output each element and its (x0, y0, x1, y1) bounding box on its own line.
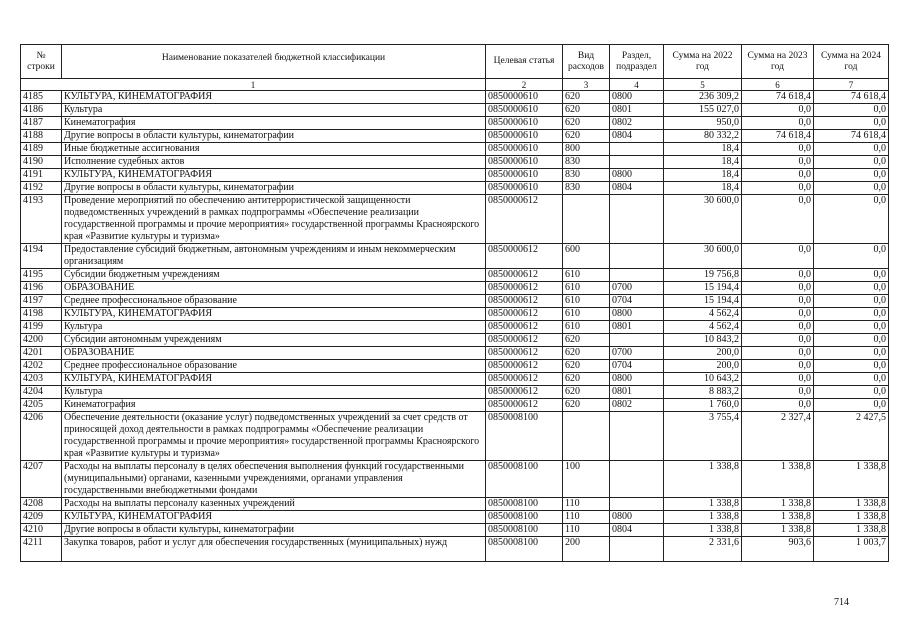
sum-2023: 0,0 (742, 282, 814, 295)
section-code (610, 461, 664, 498)
table-row (21, 269, 889, 282)
sum-2023: 0,0 (742, 195, 814, 244)
section-code (610, 269, 664, 282)
indicator-name: Предоставление субсидий бюджетным, автономным учреждениям и иным некоммерческим организациям (62, 244, 486, 269)
section-code: 0804 (610, 182, 664, 195)
indicator-name: Другие вопросы в области культуры, кинематографии (62, 524, 486, 537)
column-index: 4 (610, 79, 664, 91)
sum-2024: 0,0 (814, 117, 889, 130)
sum-2022: 200,0 (664, 360, 742, 373)
sum-2024: 0,0 (814, 334, 889, 347)
expense-type: 610 (563, 282, 610, 295)
row-number: 4211 (21, 537, 62, 562)
row-number: 4199 (21, 321, 62, 334)
indicator-name: Другие вопросы в области культуры, кинематографии (62, 182, 486, 195)
sum-2023: 0,0 (742, 143, 814, 156)
section-code: 0700 (610, 347, 664, 360)
column-index: 7 (814, 79, 889, 91)
section-code: 0800 (610, 91, 664, 104)
table-row (21, 498, 889, 511)
sum-2023: 0,0 (742, 182, 814, 195)
sum-2023: 74 618,4 (742, 91, 814, 104)
column-index: 5 (664, 79, 742, 91)
indicator-name: Расходы на выплаты персоналу в целях обеспечения выполнения функций государственными (муниципальными) органами, казенными учреждениями, органами управления государственными внебюджетными фондами (62, 461, 486, 498)
sum-2024: 0,0 (814, 244, 889, 269)
expense-type: 830 (563, 182, 610, 195)
sum-2023: 0,0 (742, 269, 814, 282)
table-row (21, 282, 889, 295)
sum-2022: 18,4 (664, 182, 742, 195)
sum-2022: 200,0 (664, 347, 742, 360)
section-code (610, 537, 664, 562)
table-row (21, 143, 889, 156)
indicator-name: Среднее профессиональное образование (62, 360, 486, 373)
sum-2022: 4 562,4 (664, 308, 742, 321)
section-code: 0800 (610, 169, 664, 182)
expense-type: 620 (563, 334, 610, 347)
indicator-name: Иные бюджетные ассигнования (62, 143, 486, 156)
sum-2024: 0,0 (814, 321, 889, 334)
sum-2022: 15 194,4 (664, 282, 742, 295)
sum-2022: 18,4 (664, 169, 742, 182)
table-row (21, 182, 889, 195)
indicator-name: Закупка товаров, работ и услуг для обеспечения государственных (муниципальных) нужд (62, 537, 486, 562)
target-article: 0850000612 (486, 360, 563, 373)
table-row (21, 347, 889, 360)
sum-2024: 0,0 (814, 308, 889, 321)
expense-type: 620 (563, 117, 610, 130)
sum-2023: 0,0 (742, 347, 814, 360)
indicator-name: Исполнение судебных актов (62, 156, 486, 169)
sum-2022: 8 883,2 (664, 386, 742, 399)
expense-type: 610 (563, 321, 610, 334)
target-article: 0850008100 (486, 498, 563, 511)
expense-type: 110 (563, 498, 610, 511)
target-article: 0850000612 (486, 195, 563, 244)
table-row (21, 104, 889, 117)
row-number: 4185 (21, 91, 62, 104)
row-number: 4191 (21, 169, 62, 182)
expense-type: 620 (563, 130, 610, 143)
sum-2022: 1 338,8 (664, 511, 742, 524)
header-indicator-name: Наименование показателей бюджетной классификации (62, 45, 486, 79)
sum-2024: 1 003,7 (814, 537, 889, 562)
sum-2024: 0,0 (814, 143, 889, 156)
section-code (610, 334, 664, 347)
row-number: 4189 (21, 143, 62, 156)
table-row (21, 117, 889, 130)
row-number: 4202 (21, 360, 62, 373)
header-row (21, 45, 889, 79)
sum-2023: 0,0 (742, 156, 814, 169)
column-index: 2 (486, 79, 563, 91)
target-article: 0850000610 (486, 130, 563, 143)
expense-type: 620 (563, 91, 610, 104)
expense-type: 620 (563, 399, 610, 412)
indicator-name: КУЛЬТУРА, КИНЕМАТОГРАФИЯ (62, 91, 486, 104)
sum-2022: 80 332,2 (664, 130, 742, 143)
target-article: 0850000612 (486, 321, 563, 334)
indicator-name: Субсидии бюджетным учреждениям (62, 269, 486, 282)
sum-2022: 155 027,0 (664, 104, 742, 117)
target-article: 0850000612 (486, 386, 563, 399)
budget-table (20, 44, 889, 562)
row-number: 4205 (21, 399, 62, 412)
sum-2024: 1 338,8 (814, 524, 889, 537)
sum-2023: 0,0 (742, 334, 814, 347)
indicator-name: Культура (62, 104, 486, 117)
table-row (21, 373, 889, 386)
indicator-name: Расходы на выплаты персоналу казенных учреждений (62, 498, 486, 511)
sum-2022: 3 755,4 (664, 412, 742, 461)
sum-2023: 0,0 (742, 169, 814, 182)
row-number: 4187 (21, 117, 62, 130)
indicator-name: Среднее профессиональное образование (62, 295, 486, 308)
expense-type (563, 412, 610, 461)
row-number: 4195 (21, 269, 62, 282)
target-article: 0850000610 (486, 143, 563, 156)
section-code (610, 143, 664, 156)
expense-type (563, 195, 610, 244)
sum-2022: 1 338,8 (664, 498, 742, 511)
table-row (21, 244, 889, 269)
sum-2022: 15 194,4 (664, 295, 742, 308)
sum-2023: 0,0 (742, 399, 814, 412)
sum-2023: 0,0 (742, 244, 814, 269)
target-article: 0850000610 (486, 117, 563, 130)
target-article: 0850000612 (486, 295, 563, 308)
sum-2024: 0,0 (814, 347, 889, 360)
expense-type: 800 (563, 143, 610, 156)
section-code: 0801 (610, 321, 664, 334)
sum-2022: 1 338,8 (664, 461, 742, 498)
sum-2022: 4 562,4 (664, 321, 742, 334)
sum-2024: 2 427,5 (814, 412, 889, 461)
sum-2024: 0,0 (814, 269, 889, 282)
column-index: 1 (21, 79, 486, 91)
header-expense-type: Вид расходов (563, 45, 610, 79)
sum-2024: 0,0 (814, 295, 889, 308)
row-number: 4203 (21, 373, 62, 386)
indicator-name: ОБРАЗОВАНИЕ (62, 347, 486, 360)
expense-type: 110 (563, 511, 610, 524)
indicator-name: Другие вопросы в области культуры, кинематографии (62, 130, 486, 143)
target-article: 0850000610 (486, 156, 563, 169)
table-row (21, 295, 889, 308)
table-row (21, 386, 889, 399)
table-row (21, 308, 889, 321)
sum-2023: 1 338,8 (742, 511, 814, 524)
section-code: 0802 (610, 117, 664, 130)
sum-2022: 18,4 (664, 143, 742, 156)
target-article: 0850008100 (486, 412, 563, 461)
sum-2022: 30 600,0 (664, 195, 742, 244)
sum-2024: 0,0 (814, 399, 889, 412)
sum-2023: 0,0 (742, 308, 814, 321)
target-article: 0850000612 (486, 373, 563, 386)
section-code: 0800 (610, 511, 664, 524)
header-sum-2022: Сумма на 2022 год (664, 45, 742, 79)
section-code (610, 156, 664, 169)
target-article: 0850000610 (486, 104, 563, 117)
target-article: 0850008100 (486, 461, 563, 498)
indicator-name: Культура (62, 386, 486, 399)
row-number: 4207 (21, 461, 62, 498)
target-article: 0850008100 (486, 524, 563, 537)
section-code (610, 195, 664, 244)
expense-type: 830 (563, 156, 610, 169)
sum-2024: 0,0 (814, 282, 889, 295)
indicator-name: ОБРАЗОВАНИЕ (62, 282, 486, 295)
column-index: 3 (563, 79, 610, 91)
indicator-name: КУЛЬТУРА, КИНЕМАТОГРАФИЯ (62, 169, 486, 182)
table-row (21, 169, 889, 182)
sum-2022: 10 843,2 (664, 334, 742, 347)
indicator-name: Культура (62, 321, 486, 334)
row-number: 4204 (21, 386, 62, 399)
sum-2022: 1 760,0 (664, 399, 742, 412)
row-number: 4193 (21, 195, 62, 244)
section-code: 0800 (610, 373, 664, 386)
row-number: 4190 (21, 156, 62, 169)
sum-2024: 74 618,4 (814, 130, 889, 143)
sum-2023: 0,0 (742, 104, 814, 117)
expense-type: 610 (563, 269, 610, 282)
header-section: Раздел, подраздел (610, 45, 664, 79)
row-number: 4209 (21, 511, 62, 524)
section-code: 0804 (610, 524, 664, 537)
table-row (21, 334, 889, 347)
indicator-name: Субсидии автономным учреждениям (62, 334, 486, 347)
sum-2023: 903,6 (742, 537, 814, 562)
header-sum-2024: Сумма на 2024 год (814, 45, 889, 79)
row-number: 4197 (21, 295, 62, 308)
table-body (21, 91, 889, 562)
indicator-name: Проведение мероприятий по обеспечению антитеррористической защищенности подведомственных учреждений в рамках подпрограммы «Обеспечение реализации государственной программы и прочие мероприятия» государственной программы Красноярского края «Развитие культуры и туризма» (62, 195, 486, 244)
sum-2023: 0,0 (742, 360, 814, 373)
sum-2023: 0,0 (742, 117, 814, 130)
table-row (21, 195, 889, 244)
expense-type: 620 (563, 104, 610, 117)
table-row (21, 511, 889, 524)
table-row (21, 412, 889, 461)
section-code: 0704 (610, 360, 664, 373)
target-article: 0850000612 (486, 244, 563, 269)
column-index-row (21, 79, 889, 91)
sum-2024: 0,0 (814, 156, 889, 169)
section-code: 0700 (610, 282, 664, 295)
sum-2023: 1 338,8 (742, 524, 814, 537)
target-article: 0850008100 (486, 511, 563, 524)
sum-2024: 1 338,8 (814, 511, 889, 524)
header-sum-2023: Сумма на 2023 год (742, 45, 814, 79)
sum-2022: 30 600,0 (664, 244, 742, 269)
sum-2023: 1 338,8 (742, 498, 814, 511)
indicator-name: Кинематография (62, 399, 486, 412)
row-number: 4206 (21, 412, 62, 461)
target-article: 0850000610 (486, 182, 563, 195)
table-row (21, 321, 889, 334)
expense-type: 100 (563, 461, 610, 498)
table-row (21, 360, 889, 373)
table-row (21, 130, 889, 143)
row-number: 4186 (21, 104, 62, 117)
sum-2023: 0,0 (742, 295, 814, 308)
sum-2024: 0,0 (814, 195, 889, 244)
header-target-article: Целевая статья (486, 45, 563, 79)
sum-2022: 19 756,8 (664, 269, 742, 282)
row-number: 4188 (21, 130, 62, 143)
indicator-name: КУЛЬТУРА, КИНЕМАТОГРАФИЯ (62, 373, 486, 386)
row-number: 4196 (21, 282, 62, 295)
sum-2023: 74 618,4 (742, 130, 814, 143)
sum-2024: 0,0 (814, 169, 889, 182)
target-article: 0850000612 (486, 269, 563, 282)
expense-type: 600 (563, 244, 610, 269)
section-code: 0704 (610, 295, 664, 308)
sum-2022: 950,0 (664, 117, 742, 130)
sum-2022: 2 331,6 (664, 537, 742, 562)
sum-2022: 10 643,2 (664, 373, 742, 386)
row-number: 4198 (21, 308, 62, 321)
expense-type: 620 (563, 360, 610, 373)
section-code: 0800 (610, 308, 664, 321)
sum-2022: 236 309,2 (664, 91, 742, 104)
sum-2023: 0,0 (742, 321, 814, 334)
expense-type: 110 (563, 524, 610, 537)
sum-2024: 74 618,4 (814, 91, 889, 104)
table-row (21, 524, 889, 537)
expense-type: 620 (563, 373, 610, 386)
table-row (21, 461, 889, 498)
expense-type: 200 (563, 537, 610, 562)
table-row (21, 156, 889, 169)
row-number: 4192 (21, 182, 62, 195)
table-row (21, 91, 889, 104)
section-code (610, 498, 664, 511)
indicator-name: Кинематография (62, 117, 486, 130)
section-code: 0801 (610, 104, 664, 117)
sum-2024: 0,0 (814, 386, 889, 399)
row-number: 4200 (21, 334, 62, 347)
target-article: 0850000610 (486, 91, 563, 104)
table-row (21, 537, 889, 562)
target-article: 0850000610 (486, 169, 563, 182)
row-number: 4210 (21, 524, 62, 537)
target-article: 0850000612 (486, 347, 563, 360)
sum-2023: 0,0 (742, 386, 814, 399)
sum-2023: 2 327,4 (742, 412, 814, 461)
indicator-name: КУЛЬТУРА, КИНЕМАТОГРАФИЯ (62, 511, 486, 524)
sum-2024: 1 338,8 (814, 498, 889, 511)
sum-2024: 0,0 (814, 182, 889, 195)
table-row (21, 399, 889, 412)
sum-2024: 0,0 (814, 360, 889, 373)
section-code (610, 412, 664, 461)
expense-type: 620 (563, 347, 610, 360)
row-number: 4201 (21, 347, 62, 360)
target-article: 0850000612 (486, 399, 563, 412)
target-article: 0850000612 (486, 308, 563, 321)
sum-2023: 0,0 (742, 373, 814, 386)
header-row-number: № строки (21, 45, 62, 79)
target-article: 0850000612 (486, 282, 563, 295)
section-code: 0801 (610, 386, 664, 399)
indicator-name: КУЛЬТУРА, КИНЕМАТОГРАФИЯ (62, 308, 486, 321)
section-code (610, 244, 664, 269)
expense-type: 610 (563, 308, 610, 321)
expense-type: 620 (563, 386, 610, 399)
row-number: 4194 (21, 244, 62, 269)
target-article: 0850008100 (486, 537, 563, 562)
sum-2024: 1 338,8 (814, 461, 889, 498)
page-number: 714 (834, 597, 849, 608)
section-code: 0804 (610, 130, 664, 143)
sum-2022: 1 338,8 (664, 524, 742, 537)
expense-type: 610 (563, 295, 610, 308)
indicator-name: Обеспечение деятельности (оказание услуг) подведомственных учреждений за счет средств от приносящей доход деятельности в рамках подпрограммы «Обеспечение реализации государственной программы и прочие мероприятия» государственной программы Красноярского края «Развитие культуры и туризма» (62, 412, 486, 461)
sum-2024: 0,0 (814, 373, 889, 386)
sum-2022: 18,4 (664, 156, 742, 169)
sum-2024: 0,0 (814, 104, 889, 117)
target-article: 0850000612 (486, 334, 563, 347)
sum-2023: 1 338,8 (742, 461, 814, 498)
section-code: 0802 (610, 399, 664, 412)
row-number: 4208 (21, 498, 62, 511)
expense-type: 830 (563, 169, 610, 182)
column-index: 6 (742, 79, 814, 91)
